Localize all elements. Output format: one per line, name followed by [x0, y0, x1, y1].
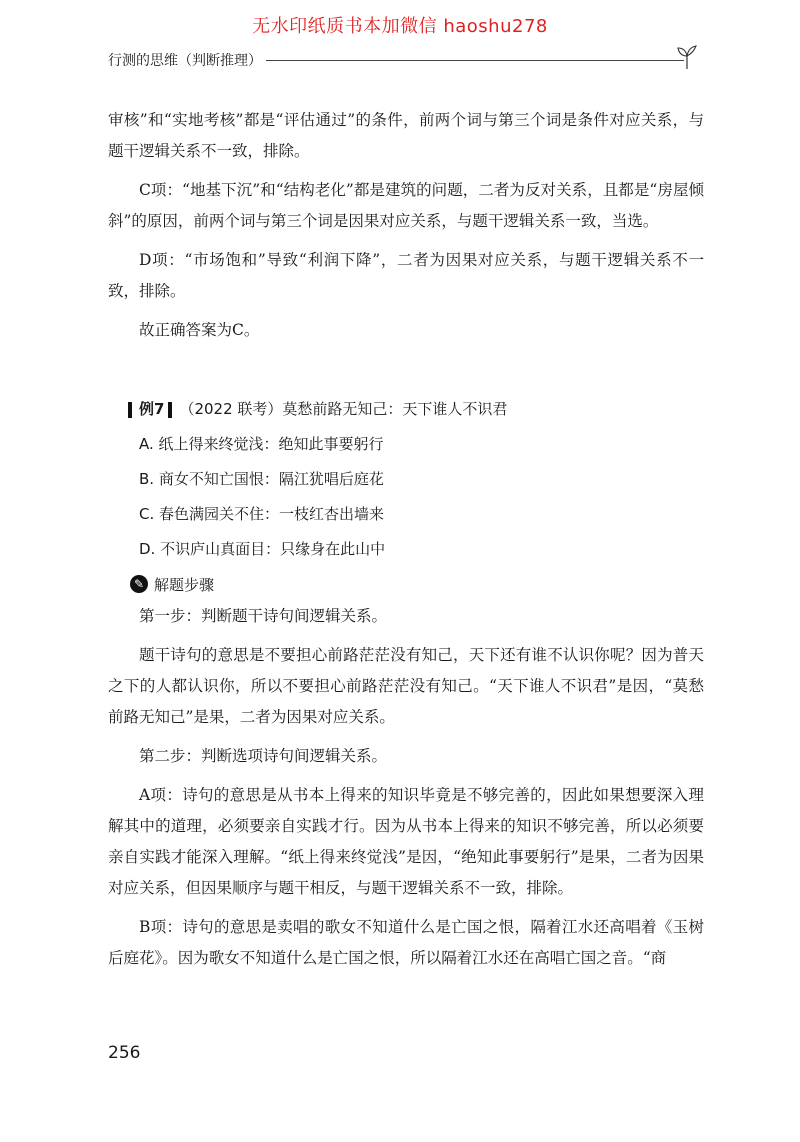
- example-question: 莫愁前路无知己：天下谁人不识君: [282, 400, 508, 418]
- header-rule: [266, 60, 684, 61]
- paragraph-option-c: C项：“地基下沉”和“结构老化”都是建筑的问题，二者为反对关系，且都是“房屋倾斜”的原因，前两个词与第三个词是因果对应关系，与题干逻辑关系一致，当选。: [108, 181, 704, 230]
- page-number: 256: [108, 1043, 141, 1063]
- example-bar-left: [128, 402, 132, 418]
- solution-heading: [108, 567, 704, 601]
- paragraph-answer: 故正确答案为C。: [139, 321, 260, 339]
- example-heading: [108, 392, 704, 427]
- solution-title: 解题步骤: [154, 575, 215, 594]
- page-body: [108, 105, 704, 974]
- option-c: C. 春色满园关不住：一枝红杏出墙来: [139, 505, 385, 523]
- example-source: （2022 联考）: [179, 400, 283, 418]
- step-two-option-a: A项：诗句的意思是从书本上得来的知识毕竟是不够完善的，因此如果想要深入理解其中的道理，必须要亲自实践才行。因为从书本上得来的知识不够完善，所以必须要亲自实践才能深入理解。“纸上得来终觉浅”是因，“绝知此事要躬行”是果，二者为因果对应关系，但因果顺序与题干相反，与题干逻辑关系不一致，排除。: [108, 786, 704, 897]
- header-title: 行测的思维（判断推理）: [108, 53, 262, 69]
- step-two-option-b: B项：诗句的意思是卖唱的歌女不知道什么是亡国之恨，隔着江水还高唱着《玉树后庭花》。因为歌女不知道什么是亡国之恨，所以隔着江水还在高唱亡国之音。“商: [108, 918, 704, 967]
- paragraph-continued: 审核”和“实地考核”都是“评估通过”的条件，前两个词与第三个词是条件对应关系，与题干逻辑关系不一致，排除。: [108, 111, 704, 160]
- option-d: D. 不识庐山真面目：只缘身在此山中: [139, 540, 386, 558]
- step-one: 第一步：判断题干诗句间逻辑关系。: [139, 607, 388, 625]
- running-header: [108, 48, 698, 72]
- step-two: 第二步：判断选项诗句间逻辑关系。: [139, 747, 388, 765]
- paragraph-option-d: D项：“市场饱和”导致“利润下降”，二者为因果对应关系，与题干逻辑关系不一致，排除。: [108, 251, 704, 300]
- watermark-text: 无水印纸质书本加微信 haoshu278: [252, 16, 548, 37]
- step-one-explanation: 题干诗句的意思是不要担心前路茫茫没有知己，天下还有谁不认识你呢？因为普天之下的人都认识你，所以不要担心前路茫茫没有知己。“天下谁人不识君”是因，“莫愁前路无知己”是果，二者为因果对应关系。: [108, 646, 704, 726]
- sprout-icon: [676, 44, 698, 70]
- example-label: 例7: [139, 400, 165, 418]
- option-b: B. 商女不知亡国恨：隔江犹唱后庭花: [139, 470, 384, 488]
- option-a: A. 纸上得来终觉浅：绝知此事要躬行: [139, 435, 384, 453]
- pen-icon: ✎: [130, 575, 148, 593]
- example-bar-right: [168, 402, 172, 418]
